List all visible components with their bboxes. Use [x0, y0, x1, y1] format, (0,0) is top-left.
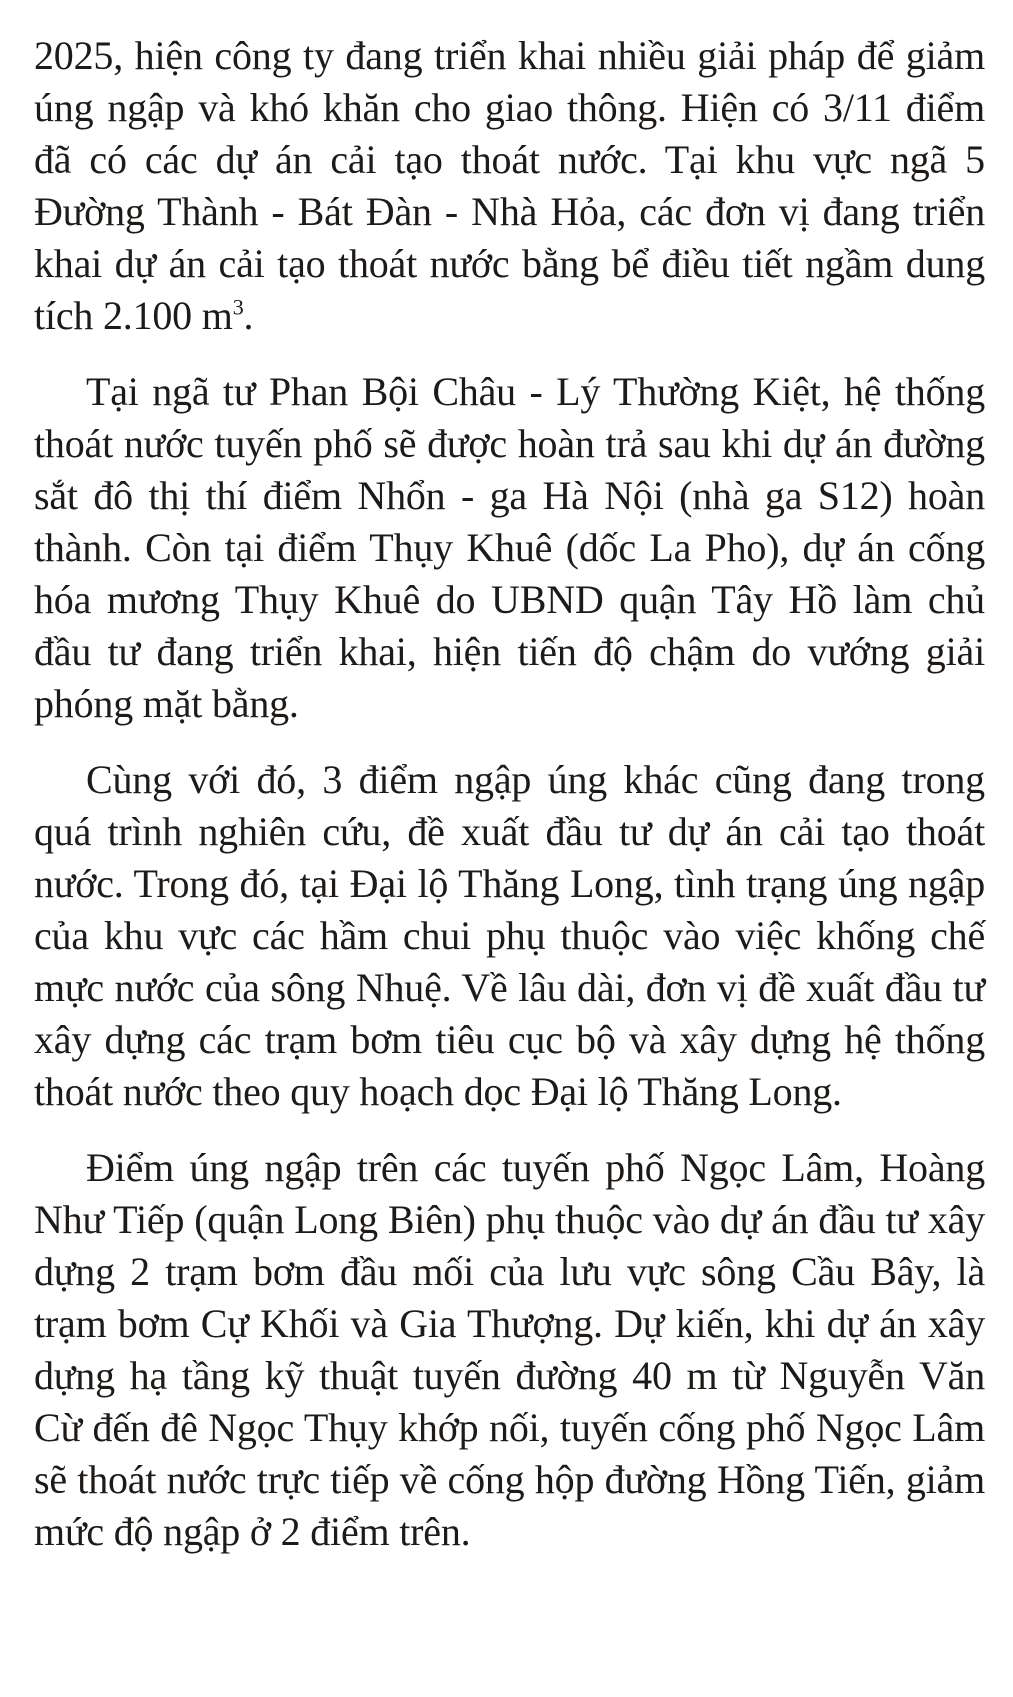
paragraph-1-suffix: . — [243, 293, 254, 338]
article-paragraph-4: Điểm úng ngập trên các tuyến phố Ngọc Lâm, Hoàng Như Tiếp (quận Long Biên) phụ thuộc vào dự án đầu tư xây dựng 2 trạm bơm đầu mối của lưu vực sông Cầu Bây, là trạm bơm Cự Khối và Gia Thượng. Dự kiến, khi dự án xây dựng hạ tầng kỹ thuật tuyến đường 40 m từ Nguyễn Văn Cừ đến đê Ngọc Thụy khớp nối, tuyến cống phố Ngọc Lâm sẽ thoát nước trực tiếp về cống hộp đường Hồng Tiến, giảm mức độ ngập ở 2 điểm trên. — [34, 1145, 985, 1554]
article-paragraph-1 — [34, 30, 985, 342]
article-paragraph-3: Cùng với đó, 3 điểm ngập úng khác cũng đang trong quá trình nghiên cứu, đề xuất đầu tư dự án cải tạo thoát nước. Trong đó, tại Đại lộ Thăng Long, tình trạng úng ngập của khu vực các hầm chui phụ thuộc vào việc khống chế mực nước của sông Nhuệ. Về lâu dài, đơn vị đề xuất đầu tư xây dựng các trạm bơm tiêu cục bộ và xây dựng hệ thống thoát nước theo quy hoạch dọc Đại lộ Thăng Long. — [34, 757, 985, 1114]
paragraph-1-text: 2025, hiện công ty đang triển khai nhiều giải pháp để giảm úng ngập và khó khăn cho giao thông. Hiện có 3/11 điểm đã có các dự án cải tạo thoát nước. Tại khu vực ngã 5 Đường Thành - Bát Đàn - Nhà Hỏa, các đơn vị đang triển khai dự án cải tạo thoát nước bằng bể điều tiết ngầm dung tích 2.100 m — [34, 33, 985, 338]
cubic-superscript: 3 — [232, 294, 244, 320]
article-paragraph-2: Tại ngã tư Phan Bội Châu - Lý Thường Kiệt, hệ thống thoát nước tuyến phố sẽ được hoàn trả sau khi dự án đường sắt đô thị thí điểm Nhổn - ga Hà Nội (nhà ga S12) hoàn thành. Còn tại điểm Thụy Khuê (dốc La Pho), dự án cống hóa mương Thụy Khuê do UBND quận Tây Hồ làm chủ đầu tư đang triển khai, hiện tiến độ chậm do vướng giải phóng mặt bằng. — [34, 369, 985, 726]
